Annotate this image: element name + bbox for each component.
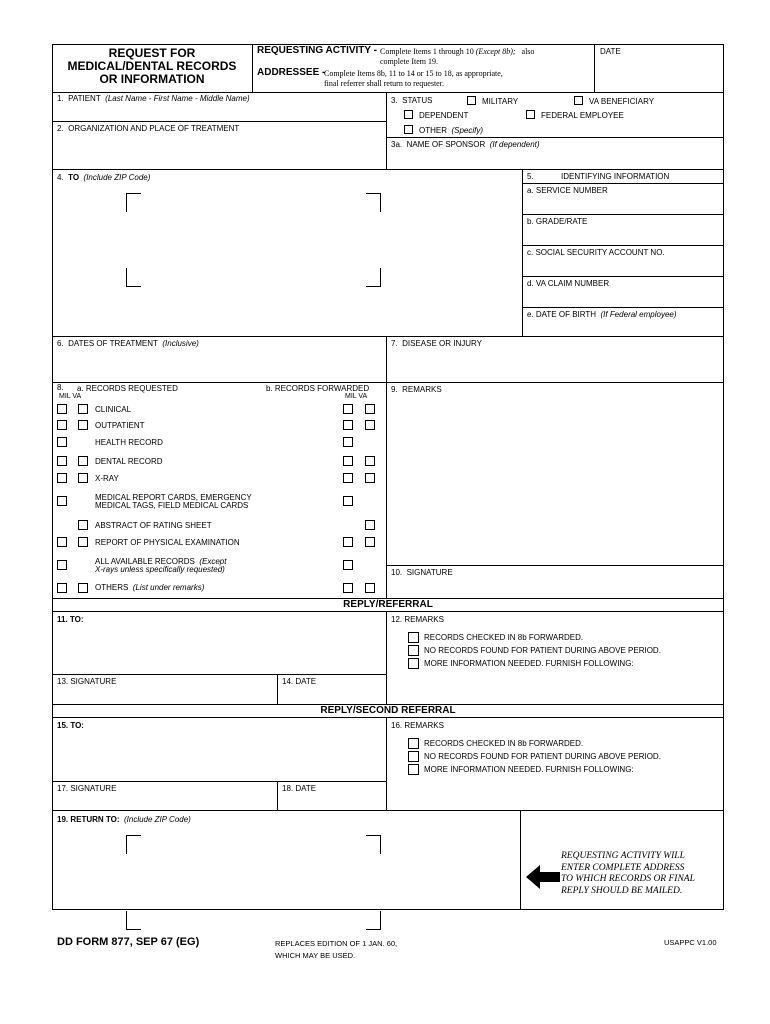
sponsor-label: 3a. NAME OF SPONSOR (If dependent) <box>391 140 540 149</box>
others-req-va-checkbox[interactable] <box>78 583 88 593</box>
status-military-checkbox[interactable] <box>467 96 476 105</box>
record-label-xray: X-RAY <box>95 474 119 483</box>
abstract-req-va-checkbox[interactable] <box>78 520 88 530</box>
second-remarks-label: 16. REMARKS <box>391 721 444 730</box>
records-forwarded-label: b. RECORDS FORWARDED <box>266 384 370 393</box>
outpatient-fwd-va-checkbox[interactable] <box>365 420 375 430</box>
record-label-clinical: CLINICAL <box>95 405 132 414</box>
date-label: DATE <box>600 47 621 56</box>
records-num: 8. <box>57 383 64 392</box>
health-record-req-mil-checkbox[interactable] <box>57 437 67 447</box>
records-requested-label: a. RECORDS REQUESTED <box>77 384 178 393</box>
second-date-field[interactable] <box>279 795 385 809</box>
arrow-left-icon <box>526 865 562 889</box>
date-field[interactable] <box>596 58 722 90</box>
reply-referral-title: REPLY/REFERRAL <box>343 599 433 610</box>
second-remarks-field[interactable] <box>388 777 722 809</box>
va-claim-field[interactable] <box>524 290 722 306</box>
reply-remarks-field[interactable] <box>388 671 722 703</box>
outpatient-req-va-checkbox[interactable] <box>78 420 88 430</box>
status-federal-employee-label: FEDERAL EMPLOYEE <box>541 111 624 120</box>
organization-label: 2. ORGANIZATION AND PLACE OF TREATMENT <box>57 124 240 133</box>
record-label-dental-record: DENTAL RECORD <box>95 457 163 466</box>
service-number-label: a. SERVICE NUMBER <box>527 186 608 195</box>
requesting-activity-instructions-2: complete Item 19. <box>380 57 438 66</box>
clinical-fwd-mil-checkbox[interactable] <box>343 404 353 414</box>
medical-cards-req-mil-checkbox[interactable] <box>57 496 67 506</box>
addressee-instructions: Complete Items 8b, 11 to 14 or 15 to 18, as appropriate, <box>324 69 503 78</box>
patient-name-field[interactable] <box>54 104 384 120</box>
status-dependent-label: DEPENDENT <box>419 111 469 120</box>
physical-exam-fwd-va-checkbox[interactable] <box>365 537 375 547</box>
others-req-mil-checkbox[interactable] <box>57 583 67 593</box>
status-federal-employee-checkbox[interactable] <box>526 110 535 119</box>
status-dependent-checkbox[interactable] <box>404 110 413 119</box>
title-line-1: REQUEST FOR <box>108 46 196 60</box>
form-title <box>52 47 252 86</box>
reply-to-field[interactable] <box>54 626 384 673</box>
reply-signature-label: 13. SIGNATURE <box>57 677 117 686</box>
clinical-req-mil-checkbox[interactable] <box>57 404 67 414</box>
sponsor-name-field[interactable] <box>388 150 722 168</box>
second-to-field[interactable] <box>54 732 384 780</box>
others-fwd-va-checkbox[interactable] <box>365 583 375 593</box>
status-label: 3. STATUS <box>391 96 433 105</box>
xray-fwd-mil-checkbox[interactable] <box>343 473 353 483</box>
dob-label: e. DATE OF BIRTH (If Federal employee) <box>527 310 677 319</box>
dental-record-req-mil-checkbox[interactable] <box>57 456 67 466</box>
replaces-edition: REPLACES EDITION OF 1 JAN. 60, WHICH MAY BE USED. <box>275 939 398 960</box>
record-label-all-records: ALL AVAILABLE RECORDS (Except X-rays unless specifically requested) <box>95 557 227 574</box>
ssn-field[interactable] <box>524 259 722 275</box>
record-label-physical-exam: REPORT OF PHYSICAL EXAMINATION <box>95 538 240 547</box>
reply-to-label: 11. TO: <box>57 615 84 624</box>
second-to-label: 15. TO: <box>57 721 84 730</box>
disease-label: 7. DISEASE OR INJURY <box>391 339 482 348</box>
second-signature-field[interactable] <box>54 795 276 809</box>
version-label: USAPPC V1.00 <box>664 938 717 947</box>
record-label-health-record: HEALTH RECORD <box>95 438 163 447</box>
service-number-field[interactable] <box>524 197 722 213</box>
organization-field[interactable] <box>54 134 384 168</box>
requesting-activity-instructions: Complete Items 1 through 10 (Except 8b); also <box>380 47 535 56</box>
return-to-label: 19. RETURN TO: (Include ZIP Code) <box>57 815 191 824</box>
second-no-records-checkbox[interactable] <box>408 751 419 762</box>
dental-record-req-va-checkbox[interactable] <box>78 456 88 466</box>
reply-no-records-label: NO RECORDS FOUND FOR PATIENT DURING ABOVE PERIOD. <box>424 646 661 655</box>
dob-field[interactable] <box>524 321 722 335</box>
others-fwd-mil-checkbox[interactable] <box>343 583 353 593</box>
outpatient-fwd-mil-checkbox[interactable] <box>343 420 353 430</box>
status-va-beneficiary-checkbox[interactable] <box>574 96 583 105</box>
status-va-beneficiary-label: VA BENEFICIARY <box>589 97 655 106</box>
return-address-field[interactable] <box>128 837 378 927</box>
xray-req-va-checkbox[interactable] <box>78 473 88 483</box>
abstract-fwd-va-checkbox[interactable] <box>365 520 375 530</box>
reply-forwarded-label: RECORDS CHECKED IN 8b FORWARDED. <box>424 633 584 642</box>
xray-fwd-va-checkbox[interactable] <box>365 473 375 483</box>
remarks9-label: 9. REMARKS <box>391 385 442 394</box>
va-claim-label: d. VA CLAIM NUMBER <box>527 279 610 288</box>
status-other-checkbox[interactable] <box>404 125 413 134</box>
all-records-req-mil-checkbox[interactable] <box>57 560 67 570</box>
reply-more-info-checkbox[interactable] <box>408 658 419 669</box>
signature10-label: 10. SIGNATURE <box>391 568 453 577</box>
signature10-field[interactable] <box>388 579 722 597</box>
addressee-label: ADDRESSEE - <box>257 67 326 78</box>
medical-cards-fwd-mil-checkbox[interactable] <box>343 496 353 506</box>
dental-record-fwd-va-checkbox[interactable] <box>365 456 375 466</box>
physical-exam-req-mil-checkbox[interactable] <box>57 537 67 547</box>
second-referral-title: REPLY/SECOND REFERRAL <box>320 705 456 716</box>
reply-signature-field[interactable] <box>54 688 276 703</box>
record-label-others: OTHERS (List under remarks) <box>95 583 205 592</box>
return-instructions: REQUESTING ACTIVITY WILL ENTER COMPLETE ADDRESS TO WHICH RECORDS OR FINAL REPLY SHOULD BE MAILED. <box>561 851 695 896</box>
mil-va-header-right: MIL VA <box>345 393 368 400</box>
reply-more-info-label: MORE INFORMATION NEEDED. FURNISH FOLLOWING: <box>424 659 634 668</box>
requesting-activity-label: REQUESTING ACTIVITY - <box>257 45 378 56</box>
reply-no-records-checkbox[interactable] <box>408 645 419 656</box>
physical-exam-fwd-mil-checkbox[interactable] <box>343 537 353 547</box>
all-records-fwd-mil-checkbox[interactable] <box>343 560 353 570</box>
second-signature-label: 17. SIGNATURE <box>57 784 117 793</box>
reply-date-label: 14. DATE <box>282 677 317 686</box>
second-no-records-label: NO RECORDS FOUND FOR PATIENT DURING ABOVE PERIOD. <box>424 752 661 761</box>
mil-va-header-left: MIL VA <box>59 393 82 400</box>
reply-forwarded-checkbox[interactable] <box>408 632 419 643</box>
second-forwarded-label: RECORDS CHECKED IN 8b FORWARDED. <box>424 739 584 748</box>
status-military-label: MILITARY <box>482 97 519 106</box>
second-more-info-label: MORE INFORMATION NEEDED. FURNISH FOLLOWING: <box>424 765 634 774</box>
dates-label: 6. DATES OF TREATMENT (Inclusive) <box>57 339 199 348</box>
remarks9-field[interactable] <box>388 396 722 564</box>
reply-remarks-label: 12. REMARKS <box>391 615 444 624</box>
status-other-label: OTHER (Specify) <box>419 126 484 135</box>
health-record-fwd-mil-checkbox[interactable] <box>343 437 353 447</box>
outpatient-req-mil-checkbox[interactable] <box>57 420 67 430</box>
form-number: DD FORM 877, SEP 67 (EG) <box>57 936 200 948</box>
second-forwarded-checkbox[interactable] <box>408 738 419 749</box>
title-line-3: OR INFORMATION <box>99 72 205 86</box>
disease-field[interactable] <box>388 350 722 381</box>
addressee-instructions-2: final referrer shall return to requester. <box>324 79 444 88</box>
to-address-field[interactable] <box>128 195 378 285</box>
record-label-medical-cards: MEDICAL REPORT CARDS, EMERGENCY MEDICAL TAGS, FIELD MEDICAL CARDS <box>95 493 252 510</box>
grade-rate-label: b. GRADE/RATE <box>527 217 588 226</box>
second-date-label: 18. DATE <box>282 784 317 793</box>
title-line-2: MEDICAL/DENTAL RECORDS <box>67 59 237 73</box>
record-label-outpatient: OUTPATIENT <box>95 421 145 430</box>
dental-record-fwd-mil-checkbox[interactable] <box>343 456 353 466</box>
reply-date-field[interactable] <box>279 688 385 703</box>
ident-num: 5. <box>527 172 534 181</box>
dates-field[interactable] <box>54 350 384 381</box>
xray-req-mil-checkbox[interactable] <box>57 473 67 483</box>
second-more-info-checkbox[interactable] <box>408 764 419 775</box>
record-label-abstract: ABSTRACT OF RATING SHEET <box>95 521 212 530</box>
ssn-label: c. SOCIAL SECURITY ACCOUNT NO. <box>527 248 665 257</box>
clinical-fwd-va-checkbox[interactable] <box>365 404 375 414</box>
patient-label: 1. PATIENT (Last Name - First Name - Middle Name) <box>57 94 250 103</box>
to-label: 4. TO (Include ZIP Code) <box>57 173 151 182</box>
grade-rate-field[interactable] <box>524 228 722 244</box>
physical-exam-req-va-checkbox[interactable] <box>78 537 88 547</box>
ident-label: IDENTIFYING INFORMATION <box>561 172 670 181</box>
clinical-req-va-checkbox[interactable] <box>78 404 88 414</box>
